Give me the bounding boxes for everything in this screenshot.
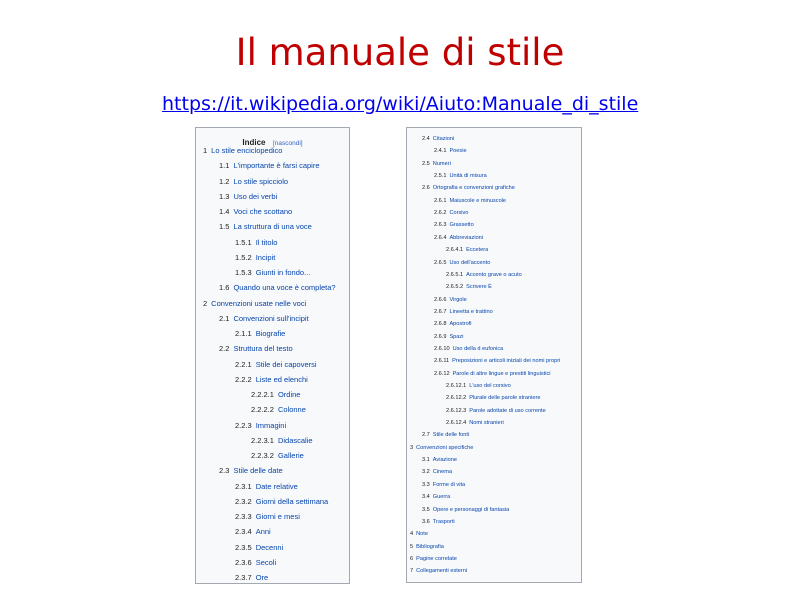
toc-item-link[interactable]: Anni <box>255 527 271 537</box>
slide-title: Il manuale di stile <box>235 31 565 74</box>
toc-item-link[interactable]: Trasporti <box>432 518 455 525</box>
toc-item[interactable] <box>235 238 277 248</box>
toc-item-link[interactable]: Corsivo <box>449 210 469 217</box>
toc-item[interactable] <box>446 407 546 415</box>
toc-item[interactable] <box>434 333 463 341</box>
toc-item[interactable] <box>251 390 300 400</box>
toc-item[interactable] <box>251 436 313 446</box>
wikipedia-link[interactable]: https://it.wikipedia.org/wiki/Aiuto:Manuale_di_stile <box>162 93 639 115</box>
toc-item-link[interactable]: Secoli <box>255 557 277 567</box>
toc-item-number: 1.6 <box>219 283 230 293</box>
toc-item[interactable] <box>434 209 468 217</box>
toc-item-number: 1.4 <box>219 207 230 216</box>
toc-item-number: 2.3.4 <box>235 527 252 537</box>
toc-item-link[interactable]: Maiuscole e minuscole <box>449 197 507 204</box>
toc-item-number: 2.2.2 <box>235 374 252 384</box>
toc-item-link[interactable]: Colonne <box>277 405 306 415</box>
toc-item-link[interactable]: Il titolo <box>255 237 278 247</box>
toc-item-link[interactable]: Grassetto <box>449 222 474 229</box>
toc-item-number: 2.6.8 <box>434 321 447 328</box>
toc-item[interactable] <box>410 567 467 575</box>
toc-item-number: 2.6.9 <box>434 333 447 340</box>
toc-item-link[interactable]: Preposizioni e articoli iniziali dei nomi propri <box>452 358 561 365</box>
toc-item-number: 2.3 <box>219 466 230 476</box>
toc-item-link[interactable]: Guerra <box>432 494 451 501</box>
toc-item-number: 2.6 <box>422 185 430 192</box>
toc-item[interactable] <box>446 283 492 291</box>
toc-item-number: 2.2.2.1 <box>251 390 274 399</box>
toc-item-number: 2.6.11 <box>434 358 450 365</box>
toc-item-number: 2.3.5 <box>235 542 252 552</box>
toc-item-number: 2.3.3 <box>235 512 252 521</box>
toc-item-link[interactable]: Immagini <box>255 420 287 430</box>
toc-item-number: 2.6.3 <box>434 222 447 229</box>
toc-item-number: 2.3.1 <box>235 481 252 491</box>
toc-item[interactable] <box>434 296 467 304</box>
toc-item[interactable] <box>235 421 286 431</box>
toc-item[interactable] <box>434 308 493 316</box>
toc-item[interactable] <box>219 466 283 476</box>
toc-item-number: 2.3.7 <box>235 573 252 582</box>
toc-item[interactable] <box>434 259 490 267</box>
toc-item-link[interactable]: Ortografia e convenzioni grafiche <box>432 185 515 192</box>
toc-item[interactable] <box>410 555 457 563</box>
toc-item-link[interactable]: Uso dell'accento <box>449 259 491 266</box>
toc-item[interactable] <box>235 527 271 537</box>
toc-item-link[interactable]: Note <box>416 531 428 538</box>
toc-item-number: 1.5.1 <box>235 237 252 247</box>
toc-item-number: 2.6.12 <box>434 370 450 377</box>
toc-item-link[interactable]: Struttura del testo <box>233 344 293 354</box>
toc-item[interactable] <box>219 222 312 232</box>
toc-item-link[interactable]: Didascalie <box>277 435 313 445</box>
toc-item-number: 2.4 <box>422 136 430 142</box>
toc-item[interactable] <box>235 329 285 339</box>
toc-item-link[interactable]: Nomi stranieri <box>469 420 504 427</box>
toc-item-number: 3.2 <box>422 469 430 476</box>
toc-item[interactable] <box>446 246 488 254</box>
toc-item-number: 1.1 <box>219 161 230 171</box>
toc-item-link[interactable]: L'uso del corsivo <box>469 383 511 389</box>
toc-item[interactable] <box>251 451 304 461</box>
toc-item-link[interactable]: Forme di vita <box>432 481 466 488</box>
toc-item-link[interactable]: Biografie <box>255 329 286 338</box>
toc-item-number: 7 <box>410 568 414 575</box>
toc-item-link[interactable]: Bibliografia <box>416 543 444 550</box>
toc-item[interactable] <box>434 234 483 242</box>
toc-item[interactable] <box>434 357 560 365</box>
toc-item[interactable] <box>219 161 320 171</box>
toc-item-number: 2.1.1 <box>235 329 252 338</box>
toc-item-link[interactable]: Stile delle date <box>233 466 283 476</box>
toc-item-number: 2.2.2.2 <box>251 405 274 415</box>
toc-item[interactable] <box>422 456 457 464</box>
toc-item[interactable] <box>219 314 309 324</box>
toc-item[interactable] <box>434 197 506 205</box>
toc-item-number: 2.6.1 <box>434 197 447 204</box>
toc-item-link[interactable]: Accento grave o acuto <box>466 271 522 278</box>
toc-item-link[interactable]: Ore <box>255 573 269 582</box>
toc-item-number: 4 <box>410 531 414 538</box>
toc-item-link[interactable]: Gallerie <box>277 451 304 460</box>
toc-item-number: 2.5 <box>422 160 430 167</box>
toc-item-link[interactable]: Incipit <box>255 252 276 262</box>
toc-item-link[interactable]: Collegamenti esterni <box>416 568 468 575</box>
toc-item[interactable] <box>434 172 487 180</box>
toc-item-link[interactable]: Uso dei verbi <box>233 191 278 201</box>
toc-item-number: 2.6.6 <box>434 296 447 303</box>
toc-item-number: 1.5.3 <box>235 268 252 277</box>
toc-item[interactable] <box>410 530 428 538</box>
toc-item-number: 2.6.2 <box>434 210 447 217</box>
toc-item-link[interactable]: Voci che scottano <box>233 207 293 216</box>
toc-item[interactable] <box>219 344 293 354</box>
toc-item[interactable] <box>422 184 515 192</box>
toc-item[interactable] <box>235 253 275 263</box>
toc-item-number: 2.3.6 <box>235 557 252 567</box>
toc-item-link[interactable]: Cinema <box>432 469 453 476</box>
toc-item-number: 2.2.1 <box>235 359 252 369</box>
toc-item[interactable] <box>422 493 450 501</box>
toc-item-link[interactable]: Virgole <box>449 296 467 303</box>
toc-item-number: 3.6 <box>422 518 430 525</box>
toc-item-number: 2.6.4 <box>434 234 447 241</box>
toc-item-link[interactable]: Lo stile enciclopedico <box>211 146 283 155</box>
toc-item[interactable] <box>422 518 455 526</box>
toc-item-link[interactable]: Giorni e mesi <box>255 512 300 521</box>
toc-panel-left <box>195 127 350 584</box>
toc-item[interactable] <box>422 160 451 168</box>
toc-item-link[interactable]: Scrivere È <box>466 284 492 291</box>
toc-item[interactable] <box>251 405 306 415</box>
toc-item[interactable] <box>235 360 317 370</box>
toc-item-link[interactable]: Parole adottate di uso corrente <box>469 407 546 414</box>
toc-item-link[interactable]: Convenzioni sull'incipit <box>233 313 309 323</box>
toc-item-number: 3.5 <box>422 506 430 513</box>
toc-item-link[interactable]: Convenzioni specifiche <box>416 444 474 451</box>
toc-item-number: 3.3 <box>422 481 430 488</box>
toc-item[interactable] <box>446 419 504 427</box>
toc-item-number: 3.1 <box>422 457 430 464</box>
toc-item[interactable] <box>235 573 268 583</box>
toc-item-link[interactable]: Lo stile spicciolo <box>233 176 289 186</box>
toc-item-number: 1.5.2 <box>235 252 252 262</box>
toc-item[interactable] <box>446 382 511 390</box>
toc-item[interactable] <box>235 482 298 492</box>
toc-item[interactable] <box>219 177 288 187</box>
toc-item[interactable] <box>235 375 308 385</box>
toc-item-link[interactable]: Numeri <box>432 160 451 167</box>
toc-item-link[interactable]: Liste ed elenchi <box>255 374 308 384</box>
toc-item-number: 2.2.3 <box>235 420 252 430</box>
toc-item-number: 2.4.1 <box>434 148 447 155</box>
toc-item[interactable] <box>410 444 473 452</box>
toc-item-number: 1.5 <box>219 222 230 232</box>
toc-item-number: 2.6.12.2 <box>446 395 467 402</box>
toc-item-number: 2.6.5 <box>434 259 447 266</box>
toc-item-link[interactable]: Unità di misura <box>449 173 487 180</box>
toc-item-number: 2.3.2 <box>235 496 252 506</box>
toc-item-link[interactable]: Aviazione <box>432 457 457 464</box>
toc-item-link[interactable]: Parole di altre lingue e prestiti linguistici <box>452 370 551 377</box>
toc-item-link[interactable]: Quando una voce è completa? <box>233 283 336 293</box>
toc-panel-right <box>406 127 582 583</box>
toc-item[interactable] <box>434 147 467 155</box>
toc-item-number: 2.6.10 <box>434 345 450 352</box>
toc-item[interactable] <box>422 135 454 143</box>
toc-item[interactable] <box>235 558 276 568</box>
toc-item[interactable] <box>422 431 469 439</box>
toc-item[interactable] <box>446 271 522 279</box>
toc-item-link[interactable]: Date relative <box>255 481 298 491</box>
toc-item-number: 1 <box>203 146 208 155</box>
toc-item-link[interactable]: Ordine <box>277 390 301 399</box>
toc-item[interactable] <box>219 192 277 202</box>
toc-item-number: 2.2.3.2 <box>251 451 274 460</box>
toc-item[interactable] <box>235 268 310 278</box>
toc-item-link[interactable]: Stile delle fonti <box>432 432 470 439</box>
toc-item-link[interactable]: Lineetta e trattino <box>449 308 493 315</box>
toc-title: Indice <box>242 138 266 147</box>
toc-item-number: 2 <box>203 298 208 308</box>
toc-item-link[interactable]: Stile dei capoversi <box>255 359 317 369</box>
toc-item[interactable] <box>235 512 300 522</box>
toc-item-link[interactable]: Abbreviazioni <box>449 234 484 241</box>
toc-item-number: 2.6.12.4 <box>446 420 467 427</box>
toc-item[interactable] <box>203 146 282 156</box>
toc-item-number: 3 <box>410 444 414 451</box>
toc-item[interactable] <box>446 394 540 402</box>
toc-item-number: 3.4 <box>422 494 430 501</box>
toc-item-number: 2.2 <box>219 344 230 354</box>
toc-item-number: 1.2 <box>219 176 230 186</box>
toc-item-link[interactable]: Spazi <box>449 333 464 340</box>
toc-item-link[interactable]: Poesie <box>449 148 467 155</box>
toc-item-number: 6 <box>410 555 414 562</box>
toc-item-link[interactable]: Opere e personaggi di fantasia <box>432 506 510 513</box>
toc-item[interactable] <box>422 468 452 476</box>
toc-item-link[interactable]: Uso della d eufonica <box>452 345 504 352</box>
toc-item-number: 2.1 <box>219 313 230 323</box>
toc-item-number: 5 <box>410 543 414 550</box>
toc-item[interactable] <box>434 345 503 353</box>
toc-item-number: 2.7 <box>422 432 430 439</box>
toc-item-link[interactable]: Decenni <box>255 542 284 552</box>
toc-item-link[interactable]: Apostrofi <box>449 321 472 328</box>
toc-toggle-link[interactable]: [nascondi] <box>272 140 303 147</box>
toc-item-link[interactable]: Citazioni <box>432 136 455 142</box>
toc-item[interactable] <box>434 370 551 378</box>
toc-item-link[interactable]: Pagine correlate <box>416 555 457 562</box>
toc-item-link[interactable]: Eccetera <box>466 247 489 254</box>
toc-item-number: 2.2.3.1 <box>251 435 274 445</box>
toc-item[interactable] <box>203 299 306 309</box>
toc-item-number: 2.6.12.1 <box>446 383 467 389</box>
toc-item[interactable] <box>410 543 444 551</box>
toc-item-number: 2.6.4.1 <box>446 247 464 254</box>
toc-item-number: 2.5.1 <box>434 173 447 180</box>
toc-item[interactable] <box>434 320 472 328</box>
toc-item-link[interactable]: Convenzioni usate nelle voci <box>211 298 307 308</box>
toc-item-link[interactable]: Plurale delle parole straniere <box>469 395 541 402</box>
toc-item-link[interactable]: Giunti in fondo... <box>255 268 311 277</box>
toc-item-number: 2.6.12.3 <box>446 407 467 414</box>
toc-item-link[interactable]: La struttura di una voce <box>233 222 312 232</box>
toc-item[interactable] <box>235 543 283 553</box>
toc-item[interactable] <box>434 221 474 229</box>
toc-item[interactable] <box>422 481 465 489</box>
toc-item-link[interactable]: Giorni della settimana <box>255 496 329 506</box>
toc-item-number: 2.6.5.1 <box>446 271 464 278</box>
toc-item[interactable] <box>422 506 509 514</box>
toc-item-number: 2.6.7 <box>434 308 447 315</box>
toc-item-number: 1.3 <box>219 191 230 201</box>
toc-item[interactable] <box>219 207 292 217</box>
toc-item[interactable] <box>219 283 336 293</box>
toc-item-link[interactable]: L'importante è farsi capire <box>233 161 320 171</box>
toc-item-number: 2.6.5.2 <box>446 284 464 291</box>
toc-item[interactable] <box>235 497 328 507</box>
